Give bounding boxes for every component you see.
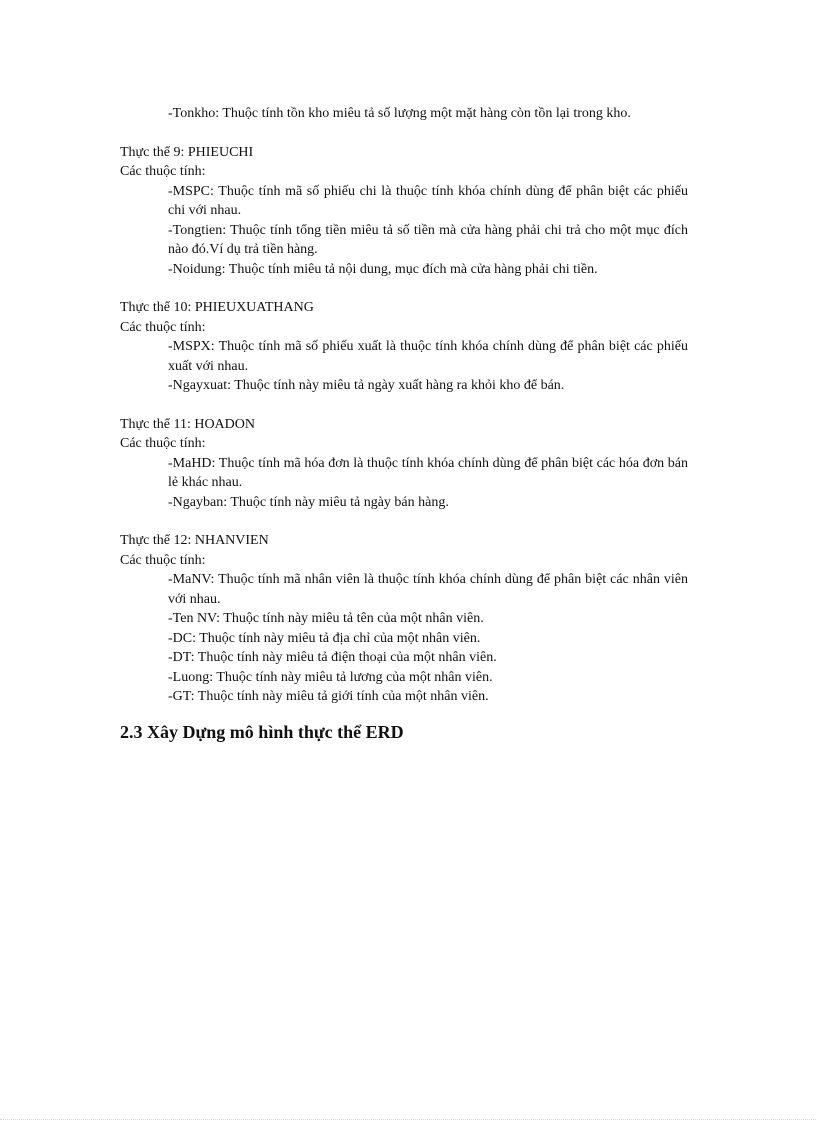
entity-title: Thực thể 12: NHANVIEN xyxy=(120,533,269,548)
attributes-label: Các thuộc tính: xyxy=(120,164,206,179)
attributes-label: Các thuộc tính: xyxy=(120,319,206,335)
entity-title: Thực thể 10: PHIEUXUATHANG xyxy=(120,300,314,315)
attribute-line: -Luong: Thuộc tính này miêu tả lương của một nhân viên. xyxy=(168,669,493,685)
attribute-line: -Ngayban: Thuộc tính này miêu tả ngày bán hàng. xyxy=(168,494,449,510)
attribute-line: -Ngayxuat: Thuộc tính này miêu tả ngày xuất hàng ra khỏi kho để bán. xyxy=(168,378,565,393)
attribute-line: -Tonkho: Thuộc tính tồn kho miêu tả số lượng một mặt hàng còn tồn lại trong kho. xyxy=(168,106,631,121)
paragraph-gap xyxy=(120,396,700,415)
entity-title: Thực thể 9: PHIEUCHI xyxy=(120,144,254,160)
attribute-line: -MSPX: Thuộc tính mã số phiếu xuất là thuộc tính khóa chính dùng để phân biệt các phiếu xuất với nhau. xyxy=(168,339,688,374)
section-heading: 2.3 Xây Dựng mô hình thực thể ERD xyxy=(120,721,404,742)
attribute-line: -Noidung: Thuộc tính miêu tả nội dung, mục đích mà cửa hàng phải chi tiền. xyxy=(168,261,598,277)
page-bottom-divider xyxy=(0,1119,816,1120)
paragraph-gap xyxy=(120,279,700,298)
entity-block-phieuchi xyxy=(120,143,700,280)
paragraph-gap xyxy=(120,124,700,143)
attribute-line: -Tongtien: Thuộc tính tổng tiền miêu tả số tiền mà cửa hàng phải chi trả cho một mục đích nào đó.Ví dụ trả tiền hàng. xyxy=(168,222,688,257)
page-content xyxy=(120,104,700,744)
attribute-line: -MaHD: Thuộc tính mã hóa đơn là thuộc tính khóa chính dùng để phân biệt các hóa đơn bán lẻ khác nhau. xyxy=(168,455,688,490)
attribute-line: -DT: Thuộc tính này miêu tả điện thoại của một nhân viên. xyxy=(168,650,497,665)
attribute-line: -DC: Thuộc tính này miêu tả địa chỉ của một nhân viên. xyxy=(168,630,481,646)
attribute-line: -Ten NV: Thuộc tính này miêu tả tên của một nhân viên. xyxy=(168,611,484,626)
attribute-line: -MSPC: Thuộc tính mã số phiếu chi là thuộc tính khóa chính dùng để phân biệt các phiếu chi với nhau. xyxy=(168,183,688,218)
entity-title: Thực thể 11: HOADON xyxy=(120,416,255,432)
attributes-label: Các thuộc tính: xyxy=(120,552,206,568)
attributes-label: Các thuộc tính: xyxy=(120,436,206,451)
entity-block-nhanvien xyxy=(120,531,700,707)
entity-block-phieuxuathang xyxy=(120,298,700,396)
attribute-line: -GT: Thuộc tính này miêu tả giới tính của một nhân viên. xyxy=(168,689,489,704)
attribute-line: -MaNV: Thuộc tính mã nhân viên là thuộc tính khóa chính dùng để phân biệt các nhân viên với nhau. xyxy=(168,572,688,607)
entity-block-hoadon xyxy=(120,415,700,513)
paragraph-gap xyxy=(120,512,700,531)
